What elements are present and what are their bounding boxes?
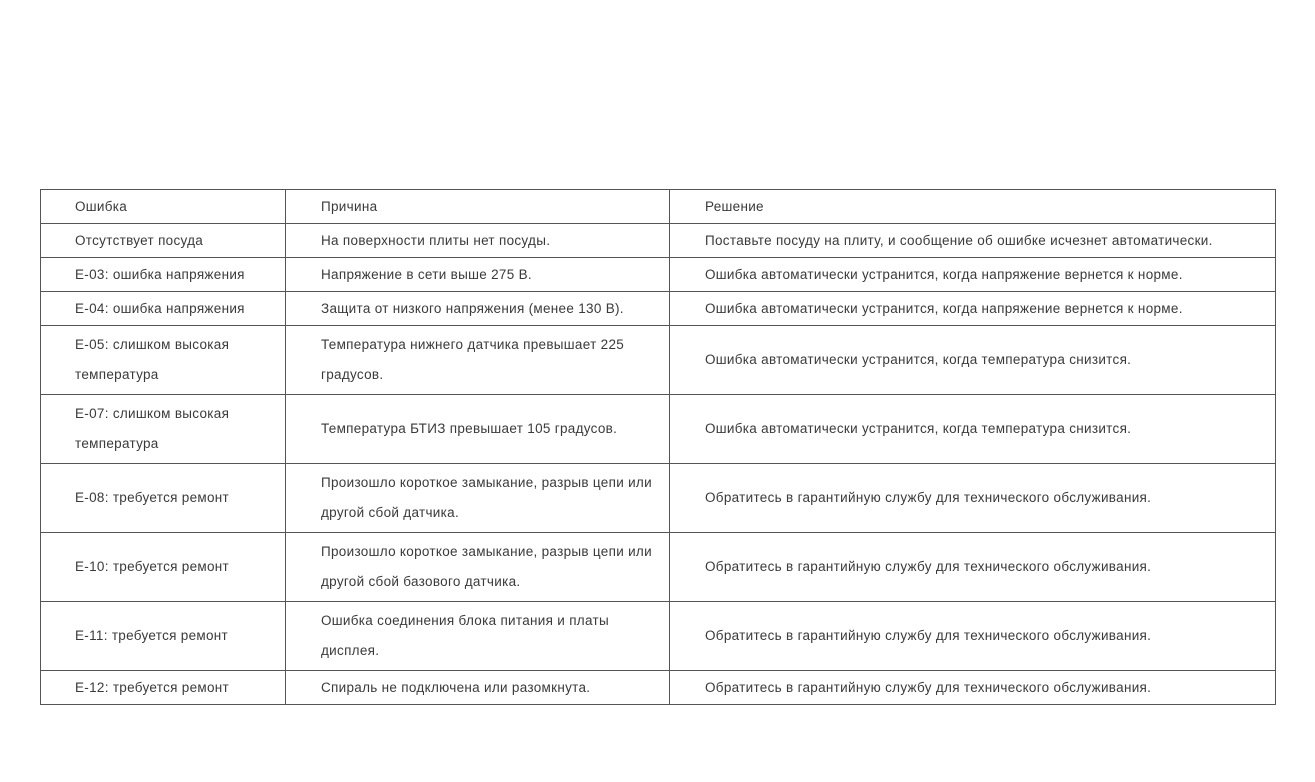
header-cause: Причина (286, 190, 670, 224)
error-cell: E-07: слишком высокая температура (41, 395, 286, 464)
solution-cell: Обратитесь в гарантийную службу для технического обслуживания. (670, 602, 1276, 671)
cause-cell: Напряжение в сети выше 275 В. (286, 258, 670, 292)
solution-cell: Ошибка автоматически устранится, когда температура снизится. (670, 395, 1276, 464)
table-row (41, 224, 1276, 258)
table-row (41, 395, 1276, 464)
error-cell: E-05: слишком высокая температура (41, 326, 286, 395)
header-solution: Решение (670, 190, 1276, 224)
error-cell: Отсутствует посуда (41, 224, 286, 258)
table-row (41, 533, 1276, 602)
error-cell: E-04: ошибка напряжения (41, 292, 286, 326)
solution-cell: Ошибка автоматически устранится, когда напряжение вернется к норме. (670, 292, 1276, 326)
solution-cell: Обратитесь в гарантийную службу для технического обслуживания. (670, 533, 1276, 602)
cause-cell: Произошло короткое замыкание, разрыв цепи или другой сбой базового датчика. (286, 533, 670, 602)
error-cell: E-10: требуется ремонт (41, 533, 286, 602)
solution-cell: Ошибка автоматически устранится, когда температура снизится. (670, 326, 1276, 395)
table-header-row (41, 190, 1276, 224)
solution-cell: Ошибка автоматически устранится, когда напряжение вернется к норме. (670, 258, 1276, 292)
solution-cell: Обратитесь в гарантийную службу для технического обслуживания. (670, 464, 1276, 533)
solution-cell: Поставьте посуду на плиту, и сообщение об ошибке исчезнет автоматически. (670, 224, 1276, 258)
error-cell: E-08: требуется ремонт (41, 464, 286, 533)
cause-cell: Ошибка соединения блока питания и платы дисплея. (286, 602, 670, 671)
table-row (41, 602, 1276, 671)
solution-cell: Обратитесь в гарантийную службу для технического обслуживания. (670, 671, 1276, 705)
table-row (41, 464, 1276, 533)
error-cell: E-11: требуется ремонт (41, 602, 286, 671)
table-row (41, 258, 1276, 292)
error-codes-table (40, 189, 1276, 705)
cause-cell: Произошло короткое замыкание, разрыв цепи или другой сбой датчика. (286, 464, 670, 533)
cause-cell: На поверхности плиты нет посуды. (286, 224, 670, 258)
table-row (41, 326, 1276, 395)
error-cell: E-12: требуется ремонт (41, 671, 286, 705)
error-cell: E-03: ошибка напряжения (41, 258, 286, 292)
table-row (41, 671, 1276, 705)
cause-cell: Защита от низкого напряжения (менее 130 В). (286, 292, 670, 326)
cause-cell: Спираль не подключена или разомкнута. (286, 671, 670, 705)
cause-cell: Температура нижнего датчика превышает 225 градусов. (286, 326, 670, 395)
table-row (41, 292, 1276, 326)
header-error: Ошибка (41, 190, 286, 224)
cause-cell: Температура БТИЗ превышает 105 градусов. (286, 395, 670, 464)
